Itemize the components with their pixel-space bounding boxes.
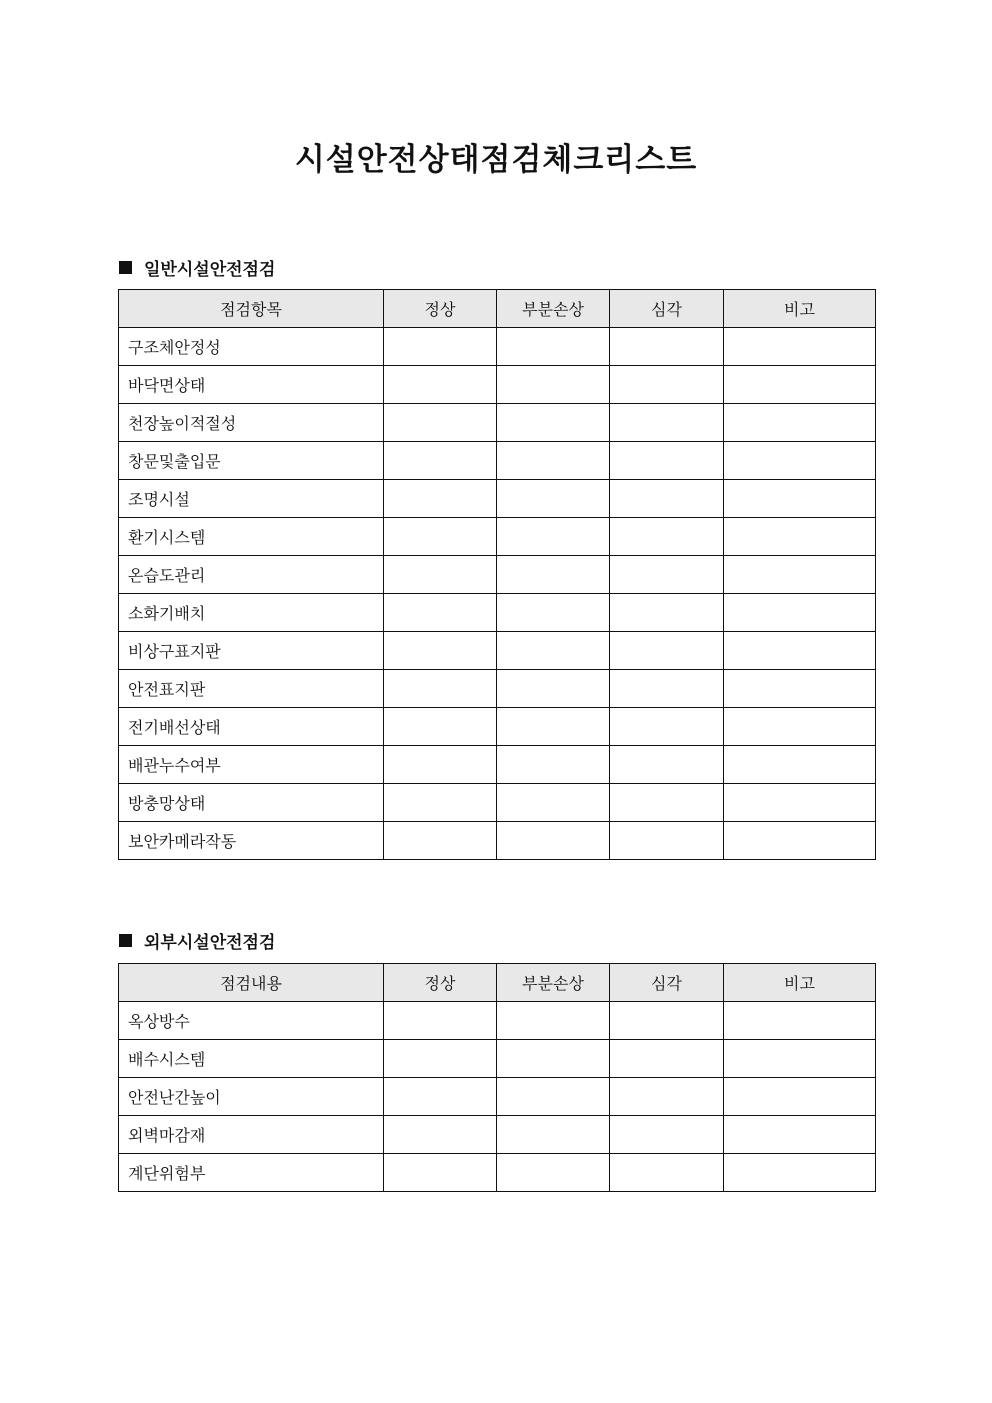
cell-partial-damage[interactable] [497,708,610,746]
cell-normal[interactable] [384,366,497,404]
table-row [119,366,876,404]
cell-partial-damage[interactable] [497,366,610,404]
row-item-label: 배관누수여부 [119,746,384,784]
row-item-label: 천장높이적절성 [119,404,384,442]
header-note: 비고 [724,964,876,1002]
cell-partial-damage[interactable] [497,404,610,442]
cell-partial-damage[interactable] [497,328,610,366]
cell-partial-damage[interactable] [497,480,610,518]
cell-partial-damage[interactable] [497,1154,610,1192]
cell-severe[interactable] [610,784,724,822]
cell-note[interactable] [724,442,876,480]
cell-note[interactable] [724,1040,876,1078]
row-item-label: 바닥면상태 [119,366,384,404]
cell-partial-damage[interactable] [497,556,610,594]
table-row [119,1040,876,1078]
row-item-label: 온습도관리 [119,556,384,594]
cell-note[interactable] [724,480,876,518]
row-item-label: 전기배선상태 [119,708,384,746]
table-row [119,594,876,632]
cell-severe[interactable] [610,1154,724,1192]
table-row [119,784,876,822]
section-title-text: 일반시설안전점검 [144,260,276,280]
table-row [119,518,876,556]
cell-normal[interactable] [384,556,497,594]
cell-note[interactable] [724,784,876,822]
cell-partial-damage[interactable] [497,1040,610,1078]
cell-normal[interactable] [384,670,497,708]
cell-note[interactable] [724,594,876,632]
table-row [119,328,876,366]
cell-severe[interactable] [610,594,724,632]
table-row [119,632,876,670]
row-item-label: 외벽마감재 [119,1116,384,1154]
cell-severe[interactable] [610,1116,724,1154]
cell-normal[interactable] [384,1078,497,1116]
table-row [119,822,876,860]
cell-severe[interactable] [610,708,724,746]
row-item-label: 구조체안정성 [119,328,384,366]
row-item-label: 계단위험부 [119,1154,384,1192]
cell-severe[interactable] [610,1040,724,1078]
cell-severe[interactable] [610,1002,724,1040]
section-title-text: 외부시설안전점검 [144,933,276,953]
cell-normal[interactable] [384,746,497,784]
cell-note[interactable] [724,1116,876,1154]
table-row [119,404,876,442]
row-item-label: 보안카메라작동 [119,822,384,860]
document-title: 시설안전상태점검체크리스트 [294,142,698,178]
table-row [119,670,876,708]
cell-severe[interactable] [610,328,724,366]
table-row [119,442,876,480]
header-normal: 정상 [384,290,497,328]
table-row [119,1154,876,1192]
header-note: 비고 [724,290,876,328]
cell-partial-damage[interactable] [497,442,610,480]
header-severe: 심각 [610,290,724,328]
table-row [119,556,876,594]
cell-note[interactable] [724,746,876,784]
table-header-row [119,964,876,1002]
cell-normal[interactable] [384,480,497,518]
table-row [119,746,876,784]
header-normal: 정상 [384,964,497,1002]
cell-severe[interactable] [610,670,724,708]
cell-note[interactable] [724,822,876,860]
cell-normal[interactable] [384,632,497,670]
exterior-facility-table [118,963,876,1192]
row-item-label: 옥상방수 [119,1002,384,1040]
cell-note[interactable] [724,404,876,442]
general-facility-table [118,289,876,860]
row-item-label: 비상구표지판 [119,632,384,670]
table-row [119,708,876,746]
header-partial: 부분손상 [497,290,610,328]
cell-note[interactable] [724,366,876,404]
section-title-exterior [119,928,275,953]
cell-normal[interactable] [384,594,497,632]
cell-partial-damage[interactable] [497,1002,610,1040]
row-item-label: 안전표지판 [119,670,384,708]
cell-note[interactable] [724,1078,876,1116]
row-item-label: 방충망상태 [119,784,384,822]
cell-severe[interactable] [610,480,724,518]
cell-severe[interactable] [610,1078,724,1116]
header-item: 점검항목 [119,290,384,328]
row-item-label: 안전난간높이 [119,1078,384,1116]
cell-severe[interactable] [610,404,724,442]
cell-note[interactable] [724,328,876,366]
cell-severe[interactable] [610,556,724,594]
header-partial: 부분손상 [497,964,610,1002]
cell-partial-damage[interactable] [497,1078,610,1116]
table-row [119,480,876,518]
cell-normal[interactable] [384,1116,497,1154]
cell-partial-damage[interactable] [497,518,610,556]
cell-note[interactable] [724,518,876,556]
row-item-label: 배수시스템 [119,1040,384,1078]
cell-normal[interactable] [384,822,497,860]
square-bullet-icon [119,261,132,274]
table-header-row [119,290,876,328]
cell-note[interactable] [724,556,876,594]
cell-severe[interactable] [610,442,724,480]
cell-severe[interactable] [610,518,724,556]
cell-severe[interactable] [610,822,724,860]
cell-severe[interactable] [610,746,724,784]
header-item: 점검내용 [119,964,384,1002]
row-item-label: 창문및출입문 [119,442,384,480]
section-title-general [119,255,275,280]
cell-partial-damage[interactable] [497,746,610,784]
row-item-label: 소화기배치 [119,594,384,632]
cell-partial-damage[interactable] [497,1116,610,1154]
cell-partial-damage[interactable] [497,822,610,860]
cell-normal[interactable] [384,708,497,746]
cell-note[interactable] [724,670,876,708]
cell-partial-damage[interactable] [497,632,610,670]
table-row [119,1002,876,1040]
cell-partial-damage[interactable] [497,594,610,632]
cell-note[interactable] [724,632,876,670]
cell-normal[interactable] [384,784,497,822]
cell-normal[interactable] [384,442,497,480]
cell-normal[interactable] [384,1040,497,1078]
table-row [119,1078,876,1116]
row-item-label: 조명시설 [119,480,384,518]
row-item-label: 환기시스템 [119,518,384,556]
cell-severe[interactable] [610,366,724,404]
cell-partial-damage[interactable] [497,784,610,822]
cell-normal[interactable] [384,1154,497,1192]
cell-partial-damage[interactable] [497,670,610,708]
square-bullet-icon [119,934,132,947]
header-severe: 심각 [610,964,724,1002]
cell-normal[interactable] [384,518,497,556]
cell-normal[interactable] [384,328,497,366]
cell-note[interactable] [724,1002,876,1040]
cell-normal[interactable] [384,404,497,442]
table-row [119,1116,876,1154]
cell-severe[interactable] [610,632,724,670]
cell-note[interactable] [724,1154,876,1192]
cell-note[interactable] [724,708,876,746]
cell-normal[interactable] [384,1002,497,1040]
